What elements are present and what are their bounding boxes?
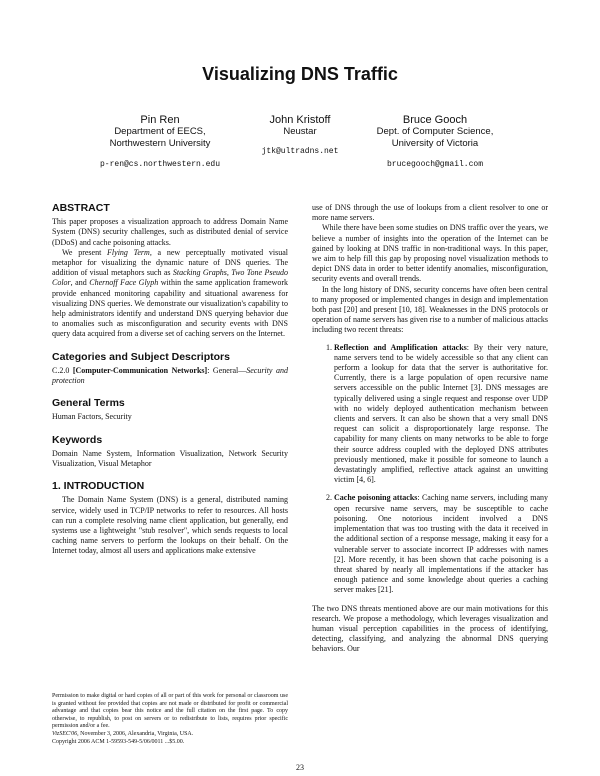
- author-affiliation: Neustar: [283, 126, 317, 137]
- general-terms-text: Human Factors, Security: [52, 412, 132, 422]
- keywords-text: Domain Name System, Information Visualization, Network Security Visualization, Visual Metaphor: [52, 448, 288, 469]
- author-affiliation: Department of EECS,: [114, 126, 206, 137]
- list-item: 1. Reflection and Amplification attacks: By their very nature, name servers tend to be widely accessible so that any client can perform a lookup for data that the server is authoritative for. Currently, there is a large population of open recursive name servers accessible on the public Internet [3]. DNS messages are typically delivered using a single request and response over UDP with no widely deployed authentication mechanism between clients and servers. It can also be shown that a very small DNS request can solicit a disproportionately large response. The capability for many clients on many networks to be able to forge their source address coupled with the deployed DNS attributes previously mentioned, make it possible for someone to launch a devastatingly amplified, reflective attack against an unwitting victim [4, 6].: [334, 343, 548, 486]
- keywords-heading: Keywords: [52, 433, 103, 446]
- abstract-heading: ABSTRACT: [52, 202, 110, 214]
- introduction-heading: 1. INTRODUCTION: [52, 480, 145, 493]
- author-email[interactable]: p-ren@cs.northwestern.edu: [99, 160, 221, 169]
- left-column: [52, 203, 288, 557]
- categories-heading: Categories and Subject Descriptors: [52, 350, 230, 363]
- author-email[interactable]: jtk@ultradns.net: [261, 147, 339, 156]
- body-paragraph: The two DNS threats mentioned above are our main motivations for this research. We propose a methodology, which leverages visualization and human visual perception capabilities in the process of identifying, detecting, classifying, and analyzing the abnormal DNS querying behaviors. Our: [312, 603, 548, 654]
- introduction-paragraph: The Domain Name System (DNS) is a general, distributed naming service, widely used in TCP/IP networks to refer to resources. All hosts can run a complete resolving name client application, but generally, end systems use a lightweight "stub resolver", which sends requests to local caching name servers to perform the lookups on their behalf. On the Internet today, almost all users and applications make extensive: [52, 495, 288, 556]
- threat-list: [312, 343, 548, 596]
- permission-notice: [52, 693, 288, 746]
- body-paragraph: While there have been some studies on DNS traffic over the years, we believe a number of insights into the operation of the Internet can be gained by looking at DNS traffic in non-traditional ways. In this paper, we aim to help fill this gap by proposing novel visualization methods to depict DNS data in order to better identify anomalies, misconfiguration, security events and overall trends.: [312, 223, 548, 284]
- body-paragraph: use of DNS through the use of lookups from a client resolver to one or more name servers.: [312, 203, 548, 223]
- page-number: 23: [296, 763, 304, 772]
- author-name: Bruce Gooch: [402, 114, 468, 126]
- copyright-line: Copyright 2006 ACM 1-59593-549-5/06/0011 ...$5.00.: [52, 738, 185, 745]
- paper-title: Visualizing DNS Traffic: [202, 64, 398, 84]
- categories-text: C.2.0 [Computer-Communication Networks]: General—Security and protection: [52, 365, 288, 386]
- author-affiliation: Dept. of Computer Science,: [376, 126, 494, 137]
- author-block-ren: [80, 114, 240, 171]
- author-block-gooch: [355, 114, 515, 171]
- general-terms-heading: General Terms: [52, 397, 125, 410]
- author-email[interactable]: brucegooch@gmail.com: [386, 160, 483, 169]
- author-affiliation: Northwestern University: [109, 138, 211, 149]
- abstract-paragraph: We present Flying Term, a new perceptually motivated visual metaphor for visualizing the dynamic nature of DNS queries. The addition of visual metaphors such as Stacking Graphs, Two Tone Pseudo Color, and Chernoff Face Glyph within the same application framework provide enhanced monitoring capability and situational awareness for visualizing DNS queries. We demonstrate our visualization's capability to help administrators identify and understand DNS querying behavior due to anomalies such as misconfiguration and security events with DNS query data acquired from a diverse set of caching servers on the Internet.: [52, 247, 289, 339]
- list-item: 2. Cache poisoning attacks: Caching name servers, including many open recursive name servers, may be susceptible to cache poisoning. One notorious incident involved a DNS implementation that was too trusting with the data it received in the additional section of a response message, making it easy for a vulnerable server to associate incorrect IP addresses with names [2]. More recently, it has been shown that cache poisoning is a threat shared by nearly all implementations if the attacker has enough patience and some knowledge about queries a caching server makes [21].: [334, 493, 548, 595]
- author-name: John Kristoff: [269, 114, 331, 126]
- abstract-paragraph: This paper proposes a visualization approach to address Domain Name System (DNS) security challenges, such as distributed denial of service (DDoS) and cache poisoning attacks.: [52, 217, 288, 247]
- author-affiliation: University of Victoria: [391, 138, 479, 149]
- right-column: [312, 203, 548, 655]
- author-name: Pin Ren: [140, 114, 180, 126]
- permission-text: Permission to make digital or hard copies of all or part of this work for personal or classroom use is granted without fee provided that copies are not made or distributed for profit or commercial advantage and that copies bear this notice and the full citation on the first page. To copy otherwise, to republish, to post on servers or to redistribute to lists, requires prior specific permission and/or a fee.: [52, 693, 288, 730]
- body-paragraph: In the long history of DNS, security concerns have often been central to many proposed or implemented changes in design and implementation both past [20] and present [10, 18]. Weaknesses in the DNS protocols or operation of name servers has given rise to a number of malicious attacks including two recent threats:: [312, 284, 548, 335]
- venue-line: VizSEC'06, November 3, 2006, Alexandria, Virginia, USA.: [52, 730, 194, 737]
